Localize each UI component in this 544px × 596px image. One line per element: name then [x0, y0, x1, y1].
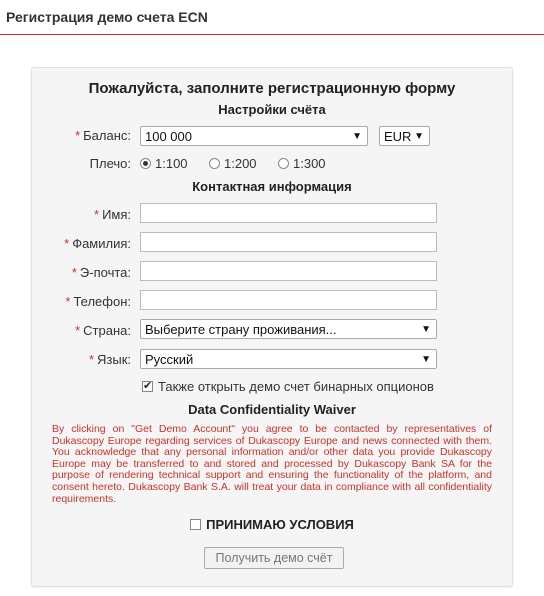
country-value: Выберите страну проживания...: [145, 322, 337, 337]
chevron-down-icon: ▼: [421, 354, 431, 365]
language-value: Русский: [145, 352, 194, 367]
waiver-text: By clicking on "Get Demo Account" you agree to be contacted by representatives of Dukascopy Europe regarding services of Dukascopy Europe and news connected with them. You acknowledge that any personal information and/or other data you provide Dukascopy Europe may be transferred to and stored and processed by Dukascopy Bank SA for the purpose of rendering technical support and ensuring the functionality of the platform, and consent hereto. Dukascopy Bank S.A. will treat your data in compliance with all confidentiality requirements.: [52, 423, 492, 505]
radio-empty-icon: [278, 158, 289, 169]
chevron-down-icon: ▼: [421, 324, 431, 335]
balance-label: * Баланс:: [75, 128, 131, 143]
leverage-label: Плечо:: [89, 156, 131, 171]
last-name-label: * Фамилия:: [64, 236, 131, 251]
leverage-option-300[interactable]: 1:300: [278, 156, 326, 171]
radio-selected-icon: [140, 158, 151, 169]
email-label: * Э-почта:: [71, 265, 131, 280]
account-settings-heading: Настройки счёта: [218, 102, 326, 117]
radio-empty-icon: [209, 158, 220, 169]
waiver-title: Data Confidentiality Waiver: [188, 402, 356, 417]
checkbox-empty-icon: [190, 519, 201, 530]
country-select[interactable]: [140, 319, 437, 339]
contact-info-heading: Контактная информация: [192, 179, 352, 194]
phone-input[interactable]: [140, 290, 437, 310]
language-label: * Язык:: [88, 352, 131, 367]
checkmark-icon: [142, 381, 153, 392]
chevron-down-icon: ▼: [414, 131, 424, 142]
binary-options-checkbox[interactable]: ✔Также открыть демо счет бинарных опционов: [142, 379, 434, 394]
accept-terms-checkbox[interactable]: ПРИНИМАЮ УСЛОВИЯ: [32, 517, 512, 532]
registration-panel: [31, 67, 513, 587]
leverage-option-100[interactable]: 1:100: [140, 156, 188, 171]
page-title: Регистрация демо счета ECN: [6, 9, 208, 25]
email-input[interactable]: [140, 261, 437, 281]
leverage-option-200[interactable]: 1:200: [209, 156, 257, 171]
balance-value: 100 000: [145, 129, 192, 144]
phone-label: * Телефон:: [65, 294, 131, 309]
first-name-label: * Имя:: [94, 207, 131, 222]
form-heading: Пожалуйста, заполните регистрационную форму: [88, 80, 456, 97]
language-select[interactable]: [140, 349, 437, 369]
chevron-down-icon: ▼: [352, 131, 362, 142]
currency-select[interactable]: [379, 126, 430, 146]
country-label: * Страна:: [75, 323, 131, 338]
first-name-input[interactable]: [140, 203, 437, 223]
get-demo-account-button[interactable]: Получить демо счёт: [204, 547, 344, 569]
balance-select[interactable]: [140, 126, 368, 146]
page-header: [0, 0, 544, 35]
last-name-input[interactable]: [140, 232, 437, 252]
currency-value: EUR: [384, 129, 412, 144]
